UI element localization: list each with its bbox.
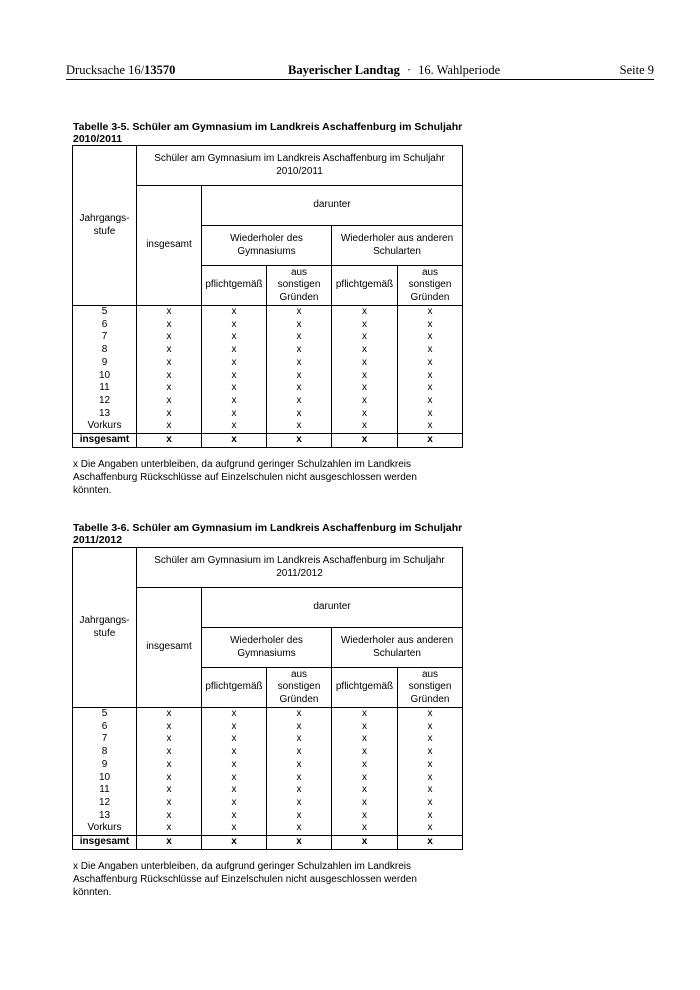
cell: x <box>267 306 332 319</box>
cell: x <box>267 344 332 357</box>
cell: x <box>398 810 463 823</box>
row-stufe: 11 <box>73 382 137 395</box>
cell: x <box>267 382 332 395</box>
cell: x <box>267 420 332 433</box>
table-row <box>73 822 463 835</box>
cell: x <box>332 331 398 344</box>
row-stufe: insgesamt <box>73 836 137 850</box>
row-stufe: Vorkurs <box>73 822 137 835</box>
table-row <box>73 306 463 319</box>
cell: x <box>202 319 267 332</box>
cell: x <box>398 708 463 721</box>
cell: x <box>202 370 267 383</box>
cell: x <box>202 772 267 785</box>
cell: x <box>267 733 332 746</box>
table-row <box>73 797 463 810</box>
cell: x <box>398 746 463 759</box>
cell: x <box>332 434 398 448</box>
cell: x <box>332 822 398 835</box>
cell: x <box>332 797 398 810</box>
row-stufe: 13 <box>73 810 137 823</box>
cell: x <box>332 370 398 383</box>
cell: x <box>332 357 398 370</box>
row-stufe: 8 <box>73 344 137 357</box>
cell: x <box>398 370 463 383</box>
row-stufe: 11 <box>73 784 137 797</box>
table-row <box>73 772 463 785</box>
row-stufe: 7 <box>73 331 137 344</box>
cell: x <box>332 708 398 721</box>
header-pflichtgemaess: pflichtgemäß <box>202 266 267 306</box>
row-stufe: 9 <box>73 357 137 370</box>
cell: x <box>137 395 202 408</box>
cell: x <box>137 797 202 810</box>
cell: x <box>398 306 463 319</box>
cell: x <box>398 408 463 421</box>
header-pflichtgemaess: pflichtgemäß <box>332 266 398 306</box>
cell: x <box>137 721 202 734</box>
row-stufe: 6 <box>73 319 137 332</box>
cell: x <box>202 382 267 395</box>
table-title-line: Tabelle 3-6. Schüler am Gymnasium im Landkreis Aschaffenburg im Schuljahr <box>73 522 463 534</box>
cell: x <box>202 408 267 421</box>
institution-line <box>288 63 500 78</box>
cell: x <box>137 370 202 383</box>
cell: x <box>398 382 463 395</box>
cell: x <box>267 408 332 421</box>
table-row <box>73 370 463 383</box>
cell: x <box>202 395 267 408</box>
header-darunter: darunter <box>202 186 463 226</box>
cell: x <box>267 810 332 823</box>
cell: x <box>332 420 398 433</box>
cell: x <box>332 382 398 395</box>
cell: x <box>267 331 332 344</box>
cell: x <box>137 822 202 835</box>
table-row <box>73 733 463 746</box>
data-table <box>72 145 463 448</box>
cell: x <box>267 395 332 408</box>
table-title-year: 2010/2011 <box>73 133 123 145</box>
header-jahrgangsstufe: Jahrgangs-stufe <box>73 146 137 306</box>
row-stufe: 9 <box>73 759 137 772</box>
header-pflichtgemaess: pflichtgemäß <box>332 668 398 708</box>
cell: x <box>137 331 202 344</box>
cell: x <box>202 797 267 810</box>
cell: x <box>202 836 267 850</box>
header-sonstige-gruende: aus sonstigen Gründen <box>267 266 332 306</box>
cell: x <box>398 420 463 433</box>
cell: x <box>398 395 463 408</box>
cell: x <box>137 810 202 823</box>
cell: x <box>267 746 332 759</box>
row-stufe: Vorkurs <box>73 420 137 433</box>
table-title <box>73 522 473 546</box>
cell: x <box>267 357 332 370</box>
header-main: Schüler am Gymnasium im Landkreis Aschaffenburg im Schuljahr 2010/2011 <box>137 146 463 186</box>
row-stufe: insgesamt <box>73 434 137 448</box>
cell: x <box>202 708 267 721</box>
table-row <box>73 344 463 357</box>
header-wiederholer-andere: Wiederholer aus anderen Schularten <box>332 628 463 668</box>
cell: x <box>398 733 463 746</box>
table-row <box>73 395 463 408</box>
cell: x <box>332 721 398 734</box>
table-row <box>73 331 463 344</box>
cell: x <box>202 822 267 835</box>
table-title-year: 2011/2012 <box>73 534 123 546</box>
cell: x <box>137 772 202 785</box>
table-row <box>73 408 463 421</box>
cell: x <box>137 319 202 332</box>
cell: x <box>267 772 332 785</box>
table-row <box>73 357 463 370</box>
table-row <box>73 319 463 332</box>
cell: x <box>332 772 398 785</box>
cell: x <box>202 331 267 344</box>
table-row <box>73 784 463 797</box>
cell: x <box>332 746 398 759</box>
header-sonstige-gruende: aus sonstigen Gründen <box>398 266 463 306</box>
table-title-line: Tabelle 3-5. Schüler am Gymnasium im Landkreis Aschaffenburg im Schuljahr <box>73 121 463 133</box>
header-rule <box>66 79 654 80</box>
institution-name: Bayerischer Landtag <box>288 63 400 77</box>
header-wiederholer-andere: Wiederholer aus anderen Schularten <box>332 226 463 266</box>
header-wiederholer-gymnasium: Wiederholer des Gymnasiums <box>202 226 332 266</box>
cell: x <box>137 746 202 759</box>
header-insgesamt: insgesamt <box>137 588 202 708</box>
cell: x <box>137 357 202 370</box>
cell: x <box>332 733 398 746</box>
row-stufe: 6 <box>73 721 137 734</box>
cell: x <box>267 836 332 850</box>
cell: x <box>137 434 202 448</box>
table-row <box>73 420 463 433</box>
row-stufe: 12 <box>73 797 137 810</box>
cell: x <box>202 746 267 759</box>
cell: x <box>267 797 332 810</box>
cell: x <box>137 306 202 319</box>
cell: x <box>332 344 398 357</box>
cell: x <box>332 395 398 408</box>
table-title <box>73 121 473 145</box>
cell: x <box>332 810 398 823</box>
cell: x <box>202 357 267 370</box>
cell: x <box>398 772 463 785</box>
table-row <box>73 382 463 395</box>
cell: x <box>202 344 267 357</box>
cell: x <box>202 306 267 319</box>
row-stufe: 13 <box>73 408 137 421</box>
cell: x <box>137 344 202 357</box>
row-stufe: 7 <box>73 733 137 746</box>
cell: x <box>202 721 267 734</box>
cell: x <box>267 319 332 332</box>
cell: x <box>137 708 202 721</box>
cell: x <box>398 784 463 797</box>
page-header <box>66 63 654 79</box>
document-number <box>66 63 175 78</box>
cell: x <box>137 733 202 746</box>
page-number: Seite 9 <box>619 63 654 77</box>
cell: x <box>202 784 267 797</box>
cell: x <box>137 784 202 797</box>
cell: x <box>398 759 463 772</box>
document-number-prefix: Drucksache 16/ <box>66 63 145 77</box>
header-jahrgangsstufe: Jahrgangs-stufe <box>73 548 137 708</box>
row-stufe: 5 <box>73 708 137 721</box>
cell: x <box>267 708 332 721</box>
cell: x <box>267 784 332 797</box>
row-stufe: 8 <box>73 746 137 759</box>
cell: x <box>398 331 463 344</box>
row-stufe: 5 <box>73 306 137 319</box>
cell: x <box>398 434 463 448</box>
table-row <box>73 759 463 772</box>
cell: x <box>267 370 332 383</box>
cell: x <box>137 759 202 772</box>
cell: x <box>398 357 463 370</box>
cell: x <box>332 836 398 850</box>
table-total-row <box>73 836 463 850</box>
cell: x <box>332 408 398 421</box>
cell: x <box>332 306 398 319</box>
table-total-row <box>73 434 463 448</box>
table-footnote: x Die Angaben unterbleiben, da aufgrund geringer Schulzahlen im Landkreis Aschaffenburg Rückschlüsse auf Einzelschulen nicht ausgeschlossen werden könnten. <box>73 459 417 496</box>
cell: x <box>398 797 463 810</box>
header-sonstige-gruende: aus sonstigen Gründen <box>267 668 332 708</box>
cell: x <box>137 408 202 421</box>
cell: x <box>267 721 332 734</box>
cell: x <box>398 822 463 835</box>
data-table <box>72 547 463 850</box>
cell: x <box>202 810 267 823</box>
header-separator: · <box>406 63 412 77</box>
document-number-value: 13570 <box>144 63 176 77</box>
table-row <box>73 810 463 823</box>
cell: x <box>267 434 332 448</box>
cell: x <box>202 434 267 448</box>
cell: x <box>398 344 463 357</box>
cell: x <box>398 836 463 850</box>
cell: x <box>137 420 202 433</box>
legislative-period: 16. Wahlperiode <box>418 63 501 77</box>
row-stufe: 10 <box>73 772 137 785</box>
header-sonstige-gruende: aus sonstigen Gründen <box>398 668 463 708</box>
table-footnote: x Die Angaben unterbleiben, da aufgrund geringer Schulzahlen im Landkreis Aschaffenburg Rückschlüsse auf Einzelschulen nicht ausgeschlossen werden könnten. <box>73 861 417 898</box>
row-stufe: 10 <box>73 370 137 383</box>
cell: x <box>267 822 332 835</box>
cell: x <box>202 759 267 772</box>
table-row <box>73 746 463 759</box>
table-row <box>73 721 463 734</box>
cell: x <box>137 382 202 395</box>
header-main: Schüler am Gymnasium im Landkreis Aschaffenburg im Schuljahr 2011/2012 <box>137 548 463 588</box>
header-pflichtgemaess: pflichtgemäß <box>202 668 267 708</box>
cell: x <box>332 784 398 797</box>
cell: x <box>202 733 267 746</box>
row-stufe: 12 <box>73 395 137 408</box>
cell: x <box>267 759 332 772</box>
cell: x <box>332 319 398 332</box>
table-row <box>73 708 463 721</box>
cell: x <box>398 721 463 734</box>
cell: x <box>202 420 267 433</box>
header-insgesamt: insgesamt <box>137 186 202 306</box>
cell: x <box>137 836 202 850</box>
cell: x <box>332 759 398 772</box>
header-wiederholer-gymnasium: Wiederholer des Gymnasiums <box>202 628 332 668</box>
cell: x <box>398 319 463 332</box>
header-darunter: darunter <box>202 588 463 628</box>
